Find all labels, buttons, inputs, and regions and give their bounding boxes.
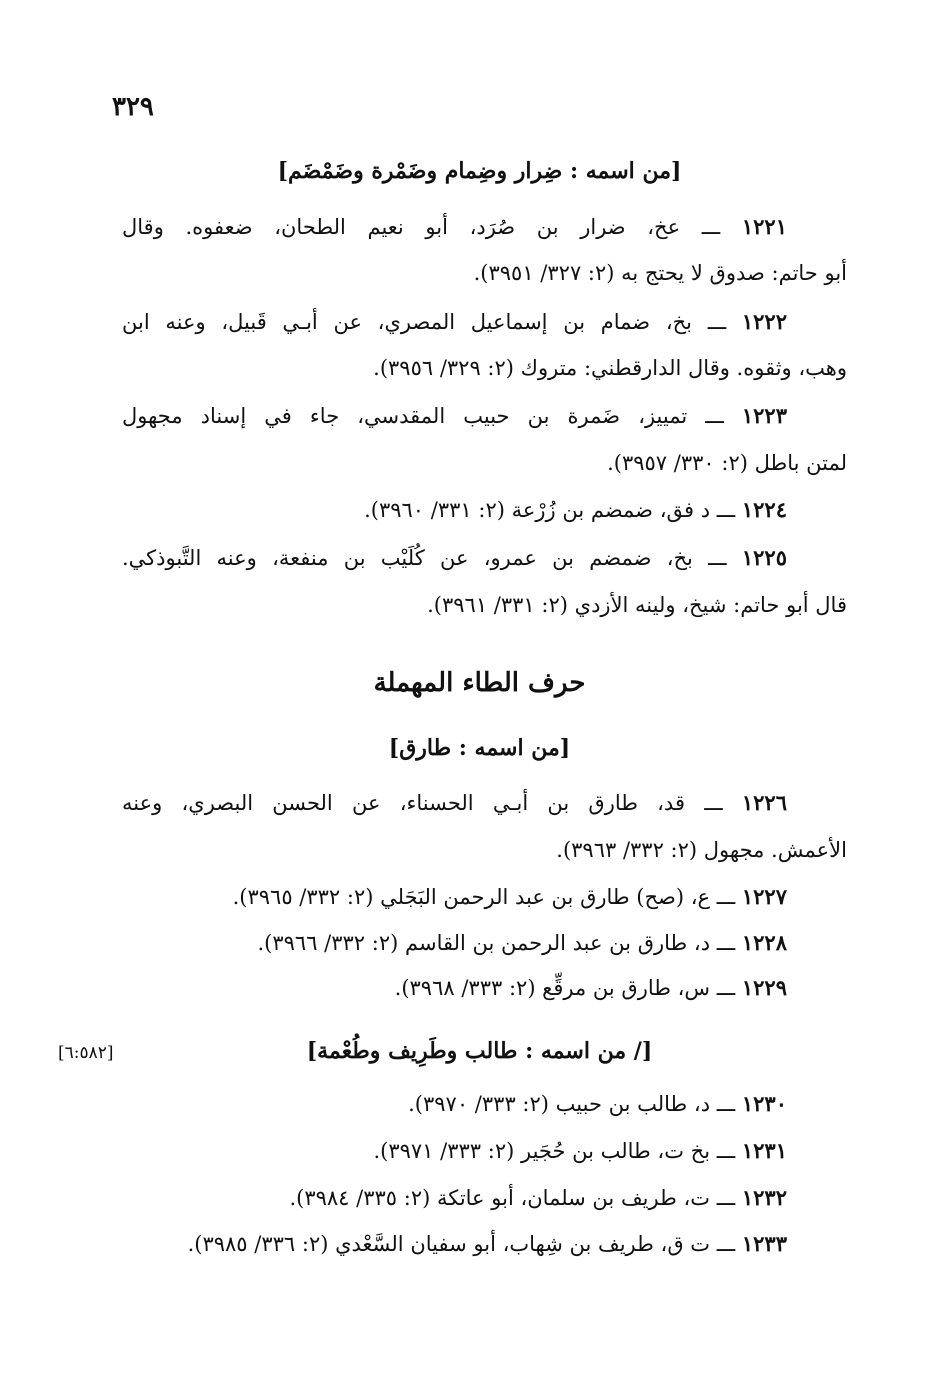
entry-1230-line-1 [408, 1081, 787, 1127]
entry-text: ـــ س، طارق بن مرقِّع (٢: ٣٣٣/ ٣٩٦٨). [394, 976, 736, 1000]
section-heading-dirar: [من اسمه : ضِرار وضِمام وضَمْرة وضَمْضَم] [277, 158, 682, 184]
entry-1233-line-1 [188, 1221, 787, 1267]
entry-1227-line-1 [233, 874, 787, 920]
entry-number: ١٢٢١ [741, 214, 787, 239]
entry-number: ١٢٢٤ [741, 497, 787, 522]
section-heading-talib: [/ من اسمه : طالب وطَرِيف وطُعْمة] [306, 1038, 653, 1064]
entry-text: ـــ ع، (صح) طارق بن عبد الرحمن البَجَلي (٢: ٣٣٢/ ٣٩٦٥). [232, 885, 736, 909]
entry-number: ١٢٣٢ [741, 1185, 787, 1210]
entry-1229-line-1 [395, 965, 787, 1011]
entry-1225-line-1 [122, 535, 787, 581]
entry-number: ١٢٣١ [741, 1138, 787, 1163]
entry-1231-line-1 [373, 1128, 787, 1174]
entry-number: ١٢٢٨ [741, 930, 787, 955]
entry-text: ـــ قد، طارق بن أبـي الحسناء، عن الحسن البصري، وعنه [122, 791, 723, 815]
entry-number: ١٢٢٥ [741, 545, 787, 570]
entry-1221-line-1 [122, 204, 787, 250]
entry-number: ١٢٣٣ [741, 1231, 787, 1256]
page-number: ٣٢٩ [112, 92, 154, 122]
entry-text: ـــ بخ، ضمضم بن عمرو، عن كُلَيْب بن منفعة، وعنه التَّبوذكي. [122, 546, 727, 570]
entry-1223-line-1 [122, 393, 787, 439]
entry-text: ـــ ت ق، طريف بن شِهاب، أبو سفيان السَّعْدي (٢: ٣٣٦/ ٣٩٨٥). [187, 1232, 736, 1256]
entry-number: ١٢٢٢ [741, 309, 787, 334]
entry-1225-line-2: قال أبو حاتم: شيخ، ولينه الأزدي (٢: ٣٣١/ ٣٩٦١). [427, 593, 847, 617]
entry-1228-line-1 [257, 920, 787, 966]
entry-1232-line-1 [289, 1175, 787, 1221]
entry-1223-line-2: لمتن باطل (٢: ٣٣٠/ ٣٩٥٧). [607, 451, 847, 475]
entry-text: ـــ ت، طريف بن سلمان، أبو عاتكة (٢: ٣٣٥/ ٣٩٨٤). [289, 1186, 736, 1210]
entry-number: ١٢٢٦ [741, 790, 787, 815]
entry-1226-line-2: الأعمش. مجهول (٢: ٣٣٢/ ٣٩٦٣). [556, 838, 847, 862]
entry-number: ١٢٢٧ [741, 884, 787, 909]
entry-text: ـــ عخ، ضرار بن صُرَد، أبو نعيم الطحان، ضعفوه. وقال [122, 215, 721, 239]
entry-text: ـــ بخ ت، طالب بن حُجَير (٢: ٣٣٣/ ٣٩٧١). [373, 1139, 736, 1163]
entry-1224-line-1 [364, 487, 787, 533]
entry-text: ـــ د فق، ضمضم بن زُرْعة (٢: ٣٣١/ ٣٩٦٠). [364, 498, 736, 522]
entry-number: ١٢٢٩ [741, 975, 787, 1000]
entry-text: ـــ تمييز، ضَمرة بن حبيب المقدسي، جاء في إسناد مجهول [122, 404, 724, 428]
section-heading-tariq: [من اسمه : طارق] [388, 735, 571, 761]
entry-number: ١٢٣٠ [741, 1091, 787, 1116]
margin-note: [٦:٥٨٢] [58, 1043, 114, 1063]
letter-heading-ta: حرف الطاء المهملة [373, 668, 586, 698]
entry-text: ـــ د، طارق بن عبد الرحمن بن القاسم (٢: ٣٣٢/ ٣٩٦٦). [257, 931, 736, 955]
entry-number: ١٢٢٣ [741, 403, 787, 428]
entry-text: ـــ بخ، ضمام بن إسماعيل المصري، عن أبـي قَبيل، وعنه ابن [122, 310, 727, 334]
entry-1222-line-1 [122, 299, 787, 345]
entry-1221-line-2: أبو حاتم: صدوق لا يحتج به (٢: ٣٢٧/ ٣٩٥١). [473, 261, 847, 285]
entry-1222-line-2: وهب، وثقوه. وقال الدارقطني: متروك (٢: ٣٢٩/ ٣٩٥٦). [373, 356, 847, 380]
entry-text: ـــ د، طالب بن حبيب (٢: ٣٣٣/ ٣٩٧٠). [408, 1092, 736, 1116]
entry-1226-line-1 [122, 780, 787, 826]
